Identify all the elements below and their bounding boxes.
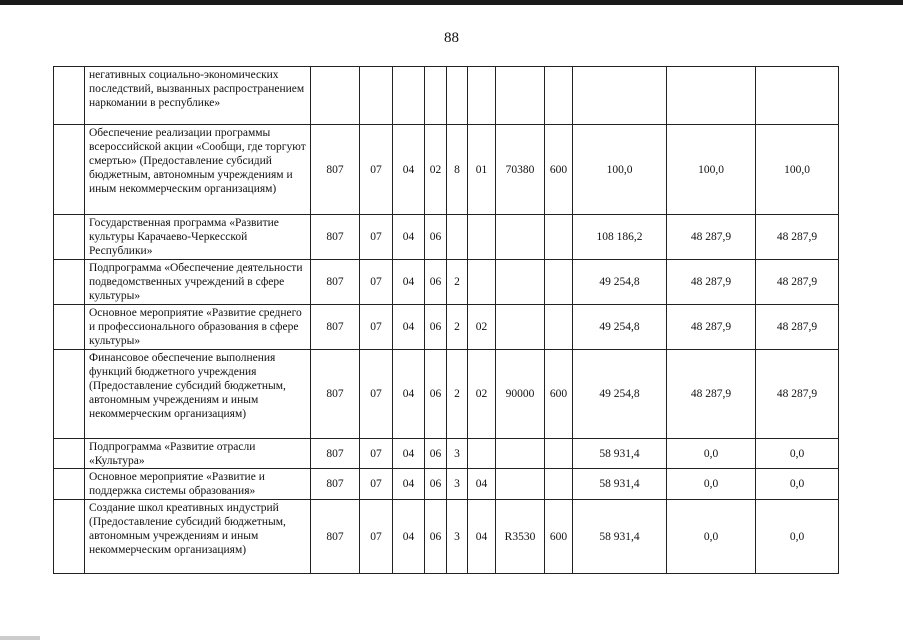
code-subsection bbox=[393, 67, 425, 125]
code-event bbox=[468, 260, 496, 305]
code-subprogram: 2 bbox=[447, 350, 468, 439]
code-subprogram bbox=[447, 215, 468, 260]
code-event: 04 bbox=[468, 500, 496, 574]
row-name: Обеспечение реализации программы всероссийской акции «Сообщи, где торгуют смертью» (Предоставление субсидий бюджетным, автономным учреждениям и иным некоммерческим организациям) bbox=[85, 125, 311, 215]
row-name: Основное мероприятие «Развитие среднего и профессионального образования в сфере культуры» bbox=[85, 305, 311, 350]
code-direction bbox=[496, 305, 545, 350]
amount-year-1: 58 931,4 bbox=[573, 469, 667, 500]
table-row bbox=[54, 500, 839, 574]
code-section: 07 bbox=[360, 125, 393, 215]
code-direction bbox=[496, 260, 545, 305]
code-event: 02 bbox=[468, 305, 496, 350]
code-direction bbox=[496, 469, 545, 500]
code-expense-type bbox=[545, 67, 573, 125]
row-name: Подпрограмма «Развитие отрасли «Культура» bbox=[85, 439, 311, 469]
code-event bbox=[468, 215, 496, 260]
row-name: Создание школ креативных индустрий (Предоставление субсидий бюджетным, автономным учреждениям и иным некоммерческим организациям) bbox=[85, 500, 311, 574]
amount-year-3 bbox=[756, 67, 839, 125]
amount-year-2: 100,0 bbox=[667, 125, 756, 215]
amount-year-2: 48 287,9 bbox=[667, 350, 756, 439]
amount-year-2: 0,0 bbox=[667, 500, 756, 574]
amount-year-3: 48 287,9 bbox=[756, 350, 839, 439]
code-direction: 70380 bbox=[496, 125, 545, 215]
amount-year-3: 0,0 bbox=[756, 469, 839, 500]
code-subprogram bbox=[447, 67, 468, 125]
row-name: негативных социально-экономических последствий, вызванных распространением наркомании в республике» bbox=[85, 67, 311, 125]
amount-year-3: 48 287,9 bbox=[756, 305, 839, 350]
code-subprogram: 2 bbox=[447, 305, 468, 350]
code-direction: R3530 bbox=[496, 500, 545, 574]
code-ministry: 807 bbox=[311, 305, 360, 350]
code-event: 04 bbox=[468, 469, 496, 500]
code-subprogram: 3 bbox=[447, 500, 468, 574]
amount-year-2: 48 287,9 bbox=[667, 215, 756, 260]
code-subsection: 04 bbox=[393, 305, 425, 350]
code-subprogram: 3 bbox=[447, 469, 468, 500]
code-event bbox=[468, 67, 496, 125]
table-row bbox=[54, 215, 839, 260]
amount-year-1: 49 254,8 bbox=[573, 350, 667, 439]
amount-year-2: 48 287,9 bbox=[667, 260, 756, 305]
code-subsection: 04 bbox=[393, 350, 425, 439]
code-subsection: 04 bbox=[393, 215, 425, 260]
code-subprogram: 2 bbox=[447, 260, 468, 305]
code-section: 07 bbox=[360, 260, 393, 305]
code-ministry: 807 bbox=[311, 469, 360, 500]
row-name: Финансовое обеспечение выполнения функций бюджетного учреждения (Предоставление субсидий бюджетным, автономным учреждениям и иным некоммерческим организациям) bbox=[85, 350, 311, 439]
amount-year-3: 100,0 bbox=[756, 125, 839, 215]
code-program: 06 bbox=[425, 350, 447, 439]
code-program: 06 bbox=[425, 500, 447, 574]
code-expense-type bbox=[545, 215, 573, 260]
amount-year-1: 58 931,4 bbox=[573, 500, 667, 574]
code-ministry: 807 bbox=[311, 500, 360, 574]
code-subsection: 04 bbox=[393, 260, 425, 305]
code-subprogram: 8 bbox=[447, 125, 468, 215]
amount-year-2: 0,0 bbox=[667, 439, 756, 469]
amount-year-1: 49 254,8 bbox=[573, 260, 667, 305]
code-expense-type bbox=[545, 305, 573, 350]
table-row bbox=[54, 67, 839, 125]
amount-year-3: 48 287,9 bbox=[756, 260, 839, 305]
code-event: 02 bbox=[468, 350, 496, 439]
code-section: 07 bbox=[360, 215, 393, 260]
row-name: Основное мероприятие «Развитие и поддержка системы образования» bbox=[85, 469, 311, 500]
code-ministry: 807 bbox=[311, 260, 360, 305]
amount-year-3: 48 287,9 bbox=[756, 215, 839, 260]
code-section bbox=[360, 67, 393, 125]
code-direction bbox=[496, 439, 545, 469]
code-program: 02 bbox=[425, 125, 447, 215]
amount-year-1: 108 186,2 bbox=[573, 215, 667, 260]
code-section: 07 bbox=[360, 305, 393, 350]
scan-edge-mark bbox=[0, 636, 40, 640]
code-direction bbox=[496, 215, 545, 260]
code-section: 07 bbox=[360, 350, 393, 439]
code-event bbox=[468, 439, 496, 469]
top-border bbox=[0, 0, 903, 5]
table-row bbox=[54, 125, 839, 215]
amount-year-2: 48 287,9 bbox=[667, 305, 756, 350]
code-program: 06 bbox=[425, 215, 447, 260]
code-direction: 90000 bbox=[496, 350, 545, 439]
code-ministry bbox=[311, 67, 360, 125]
code-event: 01 bbox=[468, 125, 496, 215]
amount-year-3: 0,0 bbox=[756, 500, 839, 574]
code-expense-type: 600 bbox=[545, 500, 573, 574]
code-ministry: 807 bbox=[311, 215, 360, 260]
amount-year-3: 0,0 bbox=[756, 439, 839, 469]
table-row bbox=[54, 350, 839, 439]
page-number: 88 bbox=[444, 30, 459, 46]
amount-year-1: 100,0 bbox=[573, 125, 667, 215]
table-row bbox=[54, 305, 839, 350]
row-name: Государственная программа «Развитие культуры Карачаево-Черкесской Республики» bbox=[85, 215, 311, 260]
table-row bbox=[54, 260, 839, 305]
amount-year-1: 49 254,8 bbox=[573, 305, 667, 350]
code-subsection: 04 bbox=[393, 469, 425, 500]
budget-table bbox=[53, 66, 839, 574]
amount-year-1 bbox=[573, 67, 667, 125]
code-ministry: 807 bbox=[311, 350, 360, 439]
code-direction bbox=[496, 67, 545, 125]
table-row bbox=[54, 439, 839, 469]
amount-year-2 bbox=[667, 67, 756, 125]
code-expense-type: 600 bbox=[545, 350, 573, 439]
table-row bbox=[54, 469, 839, 500]
amount-year-1: 58 931,4 bbox=[573, 439, 667, 469]
code-subsection: 04 bbox=[393, 125, 425, 215]
code-program: 06 bbox=[425, 439, 447, 469]
code-subprogram: 3 bbox=[447, 439, 468, 469]
row-name: Подпрограмма «Обеспечение деятельности подведомственных учреждений в сфере культуры» bbox=[85, 260, 311, 305]
code-program bbox=[425, 67, 447, 125]
amount-year-2: 0,0 bbox=[667, 469, 756, 500]
code-expense-type bbox=[545, 439, 573, 469]
code-subsection: 04 bbox=[393, 439, 425, 469]
code-section: 07 bbox=[360, 439, 393, 469]
code-ministry: 807 bbox=[311, 125, 360, 215]
code-ministry: 807 bbox=[311, 439, 360, 469]
code-program: 06 bbox=[425, 260, 447, 305]
code-expense-type: 600 bbox=[545, 125, 573, 215]
code-program: 06 bbox=[425, 305, 447, 350]
code-section: 07 bbox=[360, 500, 393, 574]
code-expense-type bbox=[545, 469, 573, 500]
code-section: 07 bbox=[360, 469, 393, 500]
code-subsection: 04 bbox=[393, 500, 425, 574]
code-expense-type bbox=[545, 260, 573, 305]
code-program: 06 bbox=[425, 469, 447, 500]
